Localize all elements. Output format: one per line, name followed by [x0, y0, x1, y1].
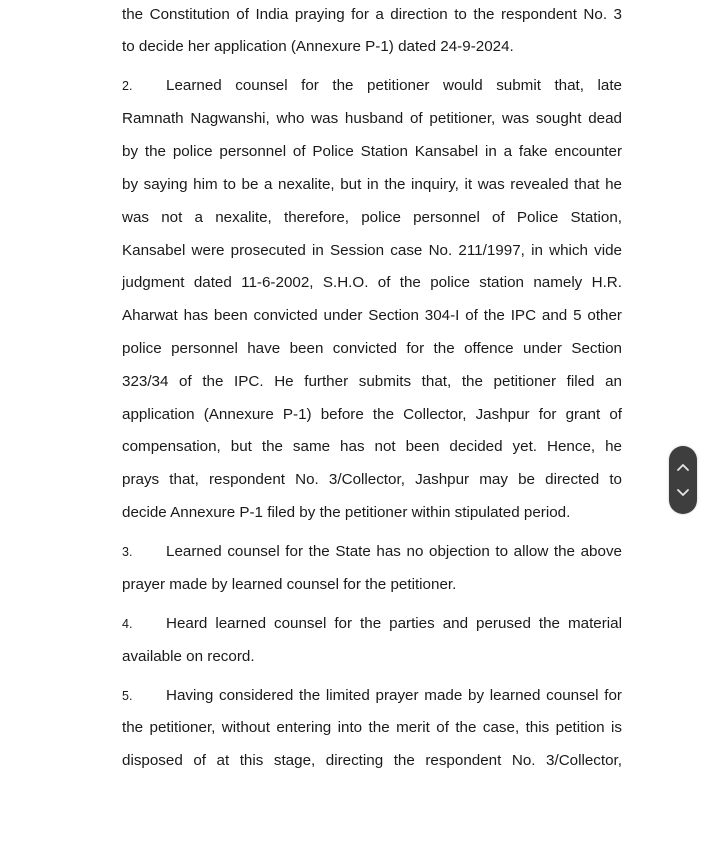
paragraph-number: 2. [122, 79, 133, 93]
text-line: Learned counsel for the State has no objection to allow the above [166, 543, 622, 560]
paragraph-5-first-line [122, 686, 622, 706]
paragraph-number: 4. [122, 617, 133, 631]
text-line: Aharwat has been convicted under Section 304-I of the IPC and 5 other [122, 307, 622, 324]
page-scroll-widget [669, 446, 697, 514]
scroll-down-button[interactable] [669, 477, 697, 507]
chevron-down-icon [676, 488, 690, 497]
text-line: disposed of at this stage, directing the respondent No. 3/Collector, [122, 752, 622, 769]
text-line: police personnel have been convicted for the offence under Section [122, 340, 622, 357]
text-line: to decide her application (Annexure P-1) dated 24-9-2024. [122, 38, 514, 55]
text-line: available on record. [122, 648, 255, 665]
paragraph-number: 5. [122, 689, 133, 703]
paragraph-3-first-line [122, 542, 622, 562]
text-line: the petitioner, without entering into the merit of the case, this petition is [122, 719, 622, 736]
text-line: Kansabel were prosecuted in Session case No. 211/1997, in which vide [122, 242, 622, 259]
text-line: decide Annexure P-1 filed by the petitioner within stipulated period. [122, 504, 571, 521]
text-line: was not a nexalite, therefore, police personnel of Police Station, [122, 209, 622, 226]
paragraph-number: 3. [122, 545, 133, 559]
text-line: judgment dated 11-6-2002, S.H.O. of the police station namely H.R. [122, 274, 622, 291]
text-line: Having considered the limited prayer made by learned counsel for [166, 687, 622, 704]
text-line: Ramnath Nagwanshi, who was husband of petitioner, was sought dead [122, 110, 622, 127]
text-line: compensation, but the same has not been decided yet. Hence, he [122, 438, 622, 455]
paragraph-4-first-line [122, 614, 622, 634]
text-line: the Constitution of India praying for a direction to the respondent No. 3 [122, 6, 622, 23]
text-line: Learned counsel for the petitioner would submit that, late [166, 77, 622, 94]
chevron-up-icon [676, 463, 690, 472]
text-line: prays that, respondent No. 3/Collector, Jashpur may be directed to [122, 471, 622, 488]
paragraph-2-first-line [122, 76, 622, 96]
text-line: 323/34 of the IPC. He further submits that, the petitioner filed an [122, 373, 622, 390]
text-line: application (Annexure P-1) before the Collector, Jashpur for grant of [122, 406, 622, 423]
text-line: Heard learned counsel for the parties and perused the material [166, 615, 622, 632]
text-line: by saying him to be a nexalite, but in the inquiry, it was revealed that he [122, 176, 622, 193]
text-line: by the police personnel of Police Station Kansabel in a fake encounter [122, 143, 622, 160]
text-line: prayer made by learned counsel for the petitioner. [122, 576, 457, 593]
